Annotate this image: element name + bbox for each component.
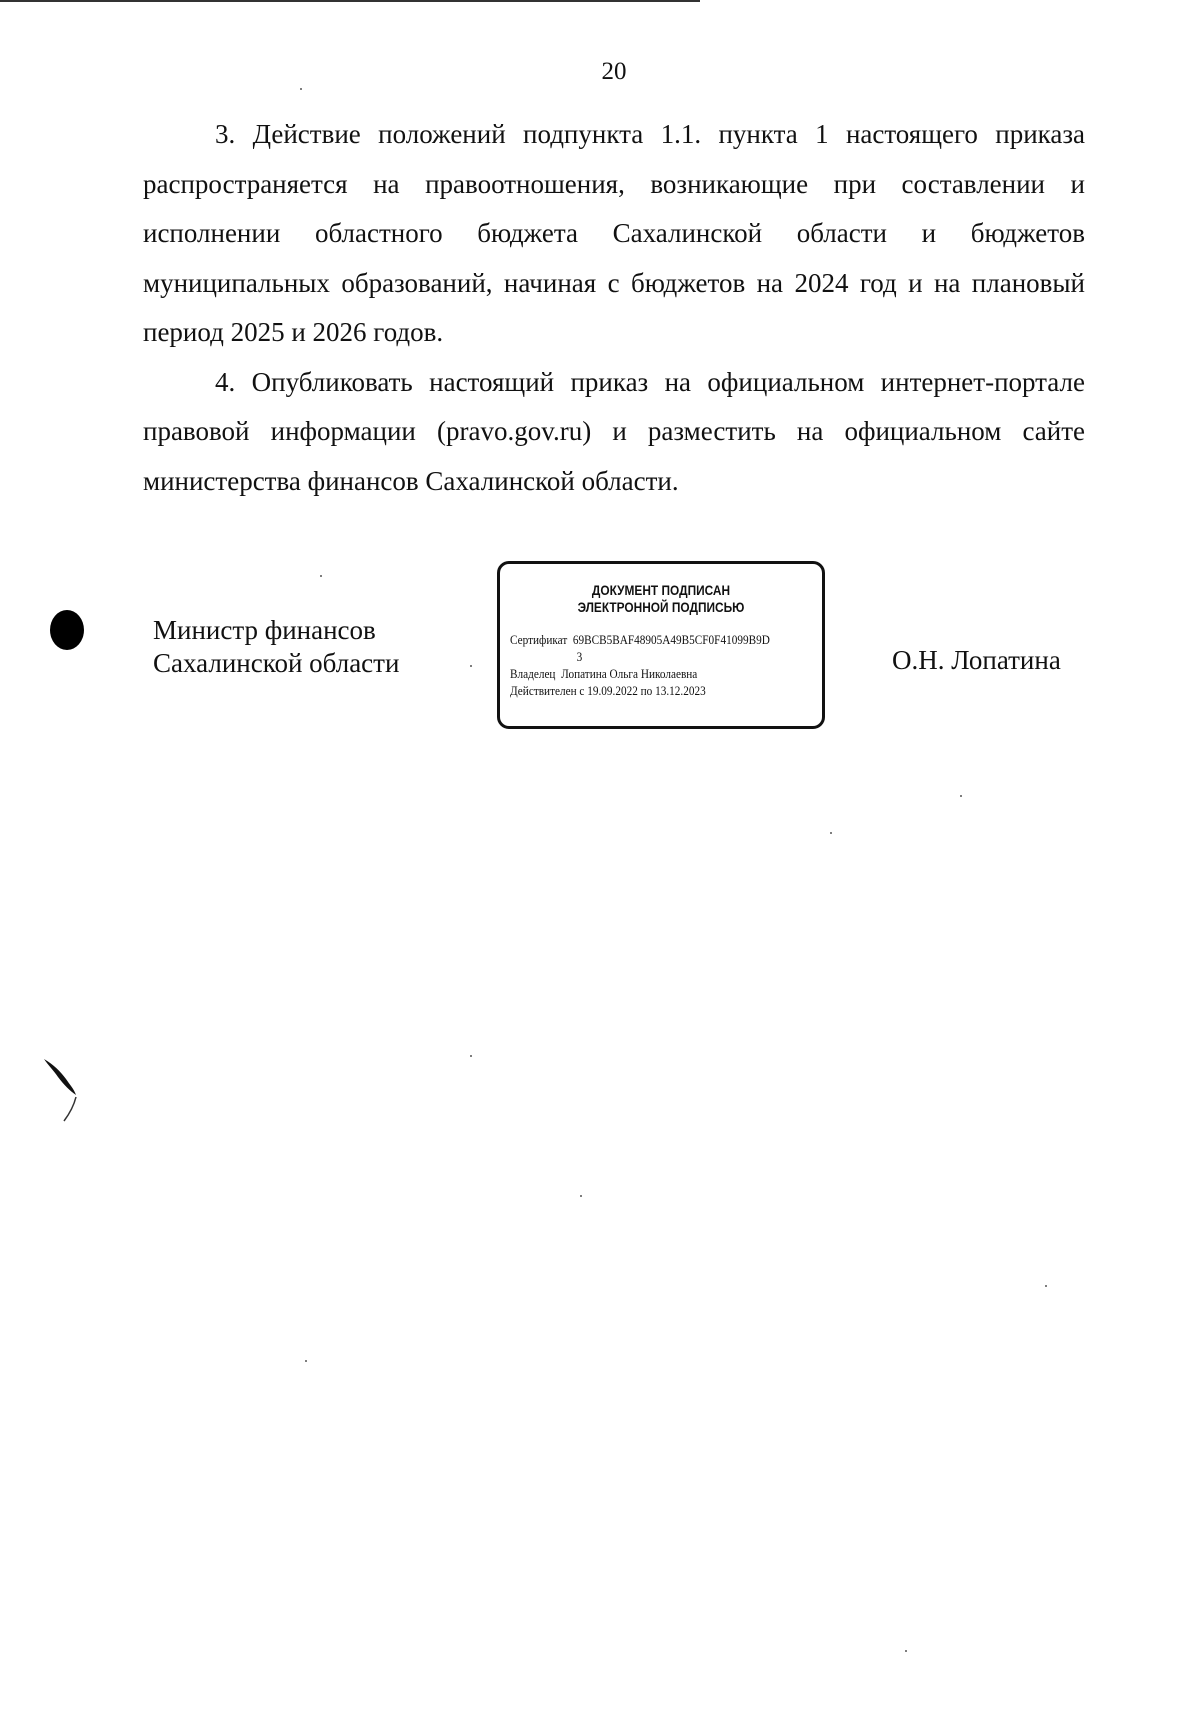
stamp-heading xyxy=(519,582,802,616)
stamp-details xyxy=(510,632,816,700)
electronic-signature-stamp xyxy=(497,561,825,729)
scan-speck xyxy=(470,665,472,667)
scan-speck xyxy=(580,1195,582,1197)
position-line-1: Министр финансов xyxy=(153,615,376,645)
scan-speck xyxy=(1045,1285,1047,1287)
paragraph-4: 4. Опубликовать настоящий приказ на официальном интернет-портале правовой информации (pravo.gov.ru) и разместить на официальном сайте министерства финансов Сахалинской области. xyxy=(143,366,1085,496)
owner-value: Лопатина Ольга Николаевна xyxy=(561,667,698,681)
stamp-certificate xyxy=(510,632,816,666)
stamp-heading-line-2: ЭЛЕКТРОННОЙ ПОДПИСЬЮ xyxy=(577,600,745,615)
page-number: 20 xyxy=(601,58,627,85)
certificate-label: Сертификат xyxy=(510,633,568,647)
scan-artifact-icon xyxy=(40,1055,90,1125)
signatory-position xyxy=(153,614,399,680)
scan-speck xyxy=(300,88,302,90)
paragraph-3: 3. Действие положений подпункта 1.1. пункта 1 настоящего приказа распространяется на правоотношения, возникающие при составлении и исполнении областного бюджета Сахалинской области и бюджетов муниципальных образований, начиная с бюджетов на 2024 год и на плановый период 2025 и 2026 годов. xyxy=(143,119,1085,347)
position-line-2: Сахалинской области xyxy=(153,648,400,678)
scan-speck xyxy=(470,1055,472,1057)
scan-speck xyxy=(320,575,322,577)
scan-speck xyxy=(305,1360,307,1362)
scan-speck xyxy=(830,832,832,834)
stamp-owner xyxy=(510,666,816,683)
certificate-tail: 3 xyxy=(576,650,583,664)
stamp-heading-line-1: ДОКУМЕНТ ПОДПИСАН xyxy=(591,583,731,598)
certificate-value: 69BCB5BAF48905A49B5CF0F41099B9D xyxy=(572,633,770,647)
scan-speck xyxy=(960,795,962,797)
scan-speck xyxy=(905,1650,907,1652)
signer-name: О.Н. Лопатина xyxy=(892,645,1061,675)
owner-label: Владелец xyxy=(510,667,556,681)
stamp-validity: Действителен с 19.09.2022 по 13.12.2023 xyxy=(510,684,706,698)
top-border-line xyxy=(0,0,700,2)
document-body xyxy=(143,110,1085,506)
hole-punch-mark xyxy=(50,610,84,650)
